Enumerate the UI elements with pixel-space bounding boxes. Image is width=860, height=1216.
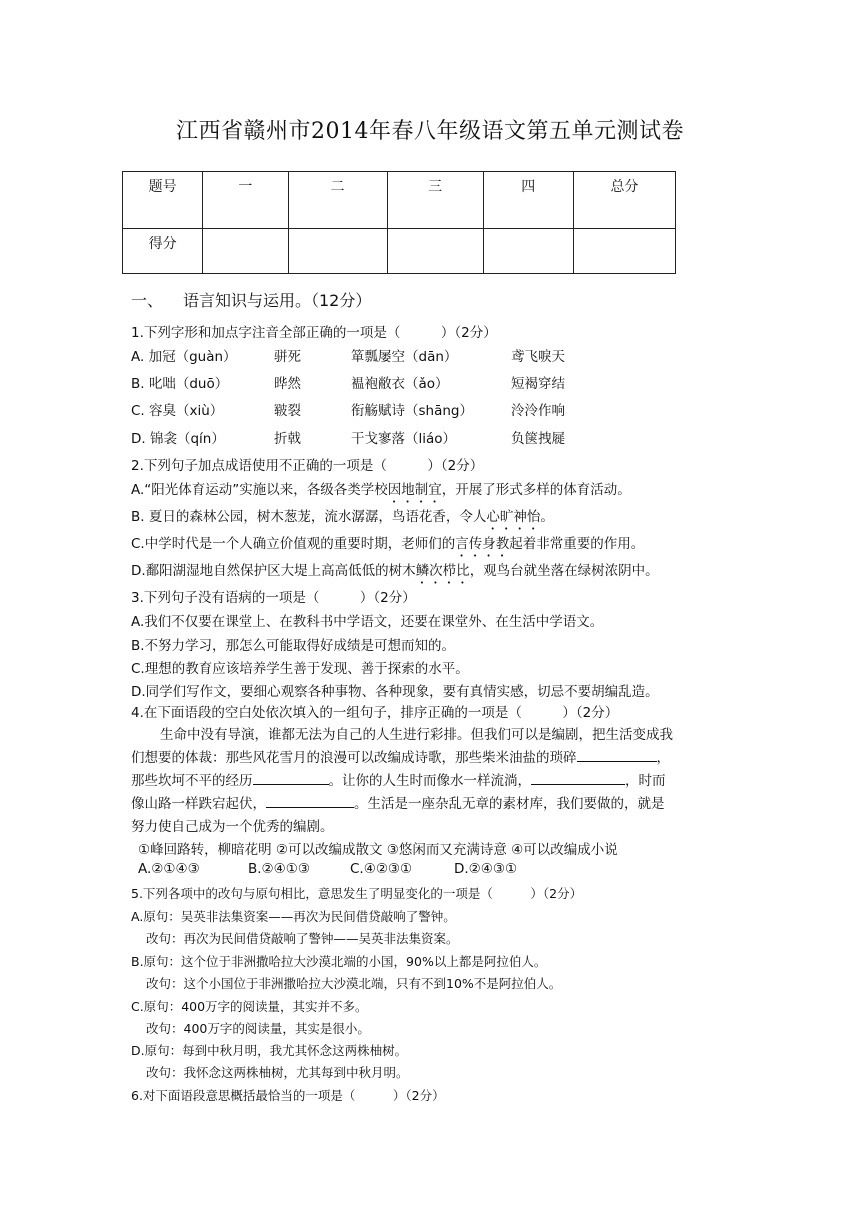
score-cell (387, 229, 483, 274)
dotted-idiom: 心旷神怡 (486, 509, 541, 525)
question-5-line: B.原句：这个位于非洲撒哈拉大沙漠北端的小国，90%以上都是阿拉伯人。 (131, 954, 547, 969)
question-5-line: 改句：这个小国位于非洲撒哈拉大沙漠北端，只有不到10%不是阿拉伯人。 (146, 976, 562, 991)
option-part: 泠泠作响 (511, 403, 565, 419)
option-part: D. 锦衾（qín） (131, 431, 225, 447)
choice: B.②④①③ (248, 861, 310, 877)
option-text: ，观鸟台就坐落在绿树浓阴中。 (469, 563, 659, 579)
question-4-items: ①峰回路转，柳暗花明 ②可以改编成散文 ③悠闲而又充满诗意 ④可以改编成小说 (138, 842, 618, 858)
page-title: 江西省赣州市2014年春八年级语文第五单元测试卷 (176, 119, 684, 144)
section-number: 一、 (131, 291, 164, 310)
option-part: 折戟 (274, 431, 301, 447)
question-1-option (131, 345, 565, 365)
fill-blank (253, 770, 329, 785)
option-part: 褞袍敝衣（ǎo） (351, 376, 449, 392)
score-header-cell: 二 (288, 172, 387, 229)
option-text: C.中学时代是一个人确立价值观的重要时期，老师们的 (131, 536, 456, 552)
question-2-option-d (131, 559, 659, 587)
option-text: ，开展了形式多样的体育活动。 (441, 482, 631, 498)
option-text: A.“阳光体育运动”实施以来，各级各类学校 (131, 482, 388, 498)
dotted-idiom: 鳞次栉比 (415, 563, 470, 579)
question-1-option (131, 399, 565, 419)
passage-text: ， (656, 750, 670, 766)
option-part: 晔然 (274, 376, 301, 392)
question-2-option-a (131, 478, 631, 506)
passage-line: 生命中没有导演，谁都无法为自己的人生进行彩排。但我们可以是编剧，把生活变成我 (160, 727, 673, 743)
question-3-option-a: A.我们不仅要在课堂上、在教科书中学语文，还要在课堂外、在生活中学语文。 (131, 614, 604, 630)
question-5-line: 改句：再次为民间借贷敲响了警钟——吴英非法集资案。 (146, 931, 459, 946)
passage-line (131, 792, 665, 812)
question-2-option-b (131, 505, 554, 533)
fill-blank (266, 793, 354, 808)
score-header-cell: 一 (203, 172, 288, 229)
choice: C.④②③① (350, 861, 413, 877)
option-part: 短褐穿结 (511, 376, 565, 392)
question-1-option (131, 427, 565, 447)
option-text: 起着非常重要的作用。 (509, 536, 645, 552)
passage-text: ，时而 (625, 773, 666, 789)
option-part: 鸢飞唳天 (511, 349, 565, 365)
passage-text: 。让你的人生时而像水一样流淌， (328, 773, 531, 789)
fill-blank (577, 747, 657, 762)
option-part: C. 容臭（xiù） (131, 403, 224, 419)
score-cell (483, 229, 573, 274)
question-4-choices (138, 861, 517, 877)
question-3-option-d: D.同学们写作文，要细心观察各种事物、各种现象，要有真情实感，切忌不要胡编乱造。 (131, 684, 659, 700)
choice: D.②④③① (454, 861, 518, 877)
question-6-stem: 6.对下面语段意思概括最恰当的一项是（ ）（2分） (131, 1088, 445, 1103)
question-5-line: D.原句：每到中秋月明，我尤其怀念这两株柚树。 (131, 1043, 408, 1058)
question-5-line: C.原句：400万字的阅读量，其实并不多。 (131, 999, 368, 1014)
dotted-idiom: 言传身教 (455, 536, 510, 552)
dotted-idiom: 因地制宜 (387, 482, 442, 498)
question-4-stem: 4.在下面语段的空白处依次填入的一组句子，排序正确的一项是（ ）（2分） (131, 705, 619, 721)
passage-line (131, 746, 670, 766)
passage-line: 努力使自己成为一个优秀的编剧。 (131, 819, 334, 835)
passage-text: 那些坎坷不平的经历 (131, 773, 253, 789)
section-title: 语言知识与运用。（12分） (183, 291, 372, 310)
option-part: 皲裂 (274, 403, 301, 419)
score-cell (203, 229, 288, 274)
score-header-cell: 四 (483, 172, 573, 229)
score-header-cell: 总分 (573, 172, 675, 229)
question-2-stem: 2.下列句子加点成语使用不正确的一项是（ ）（2分） (131, 458, 484, 474)
fill-blank (531, 770, 625, 785)
score-cell (573, 229, 675, 274)
score-row-label: 得分 (123, 229, 203, 274)
option-part: A. 加冠（guàn） (131, 349, 237, 365)
passage-text: 。生活是一座杂乱无章的素材库，我们要做的，就是 (354, 796, 665, 812)
score-table-score-row (123, 229, 676, 274)
score-header-cell: 三 (387, 172, 483, 229)
question-3-stem: 3.下列句子没有语病的一项是（ ）（2分） (131, 590, 416, 606)
question-1-option (131, 372, 565, 392)
passage-text: 像山路一样跌宕起伏， (131, 796, 266, 812)
question-1-stem: 1.下列字形和加点字注音全部正确的一项是（ ）（2分） (131, 325, 497, 341)
option-text: D.鄱阳湖湿地自然保护区大堤上高高低低的树木 (131, 563, 416, 579)
score-table-header-row (123, 172, 676, 229)
option-part: 衔觞赋诗（shāng） (351, 403, 473, 419)
score-header-cell: 题号 (123, 172, 203, 229)
question-3-option-b: B.不努力学习，那怎么可能取得好成绩是可想而知的。 (131, 638, 456, 654)
choice: A.②①④③ (138, 861, 200, 877)
section-heading (131, 288, 371, 311)
question-3-option-c: C.理想的教育应该培养学生善于发现、善于探索的水平。 (131, 661, 469, 677)
passage-line (131, 769, 666, 789)
question-2-option-c (131, 532, 644, 560)
score-cell (288, 229, 387, 274)
option-part: 负箧拽屣 (511, 431, 565, 447)
option-part: 干戈寥落（liáo） (351, 431, 457, 447)
option-text: B. 夏日的森林公园，树木葱茏，流水潺潺，鸟语花香，令人 (131, 509, 487, 525)
question-5-line: A.原句：吴英非法集资案——再次为民间借贷敲响了警钟。 (131, 909, 456, 924)
question-5-line: 改句：400万字的阅读量，其实是很小。 (146, 1021, 370, 1036)
passage-text: 们想要的体裁：那些风花雪月的浪漫可以改编成诗歌，那些柴米油盐的琐碎 (131, 750, 577, 766)
option-part: 箪瓢屡空（dān） (351, 349, 458, 365)
option-part: 骈死 (274, 349, 301, 365)
question-5-line: 改句：我怀念这两株柚树，尤其每到中秋月明。 (146, 1065, 409, 1080)
option-text: 。 (540, 509, 554, 525)
score-table (122, 171, 676, 274)
question-5-stem: 5.下列各项中的改句与原句相比，意思发生了明显变化的一项是（ ）（2分） (131, 886, 583, 901)
option-part: B. 叱咄（duō） (131, 376, 229, 392)
